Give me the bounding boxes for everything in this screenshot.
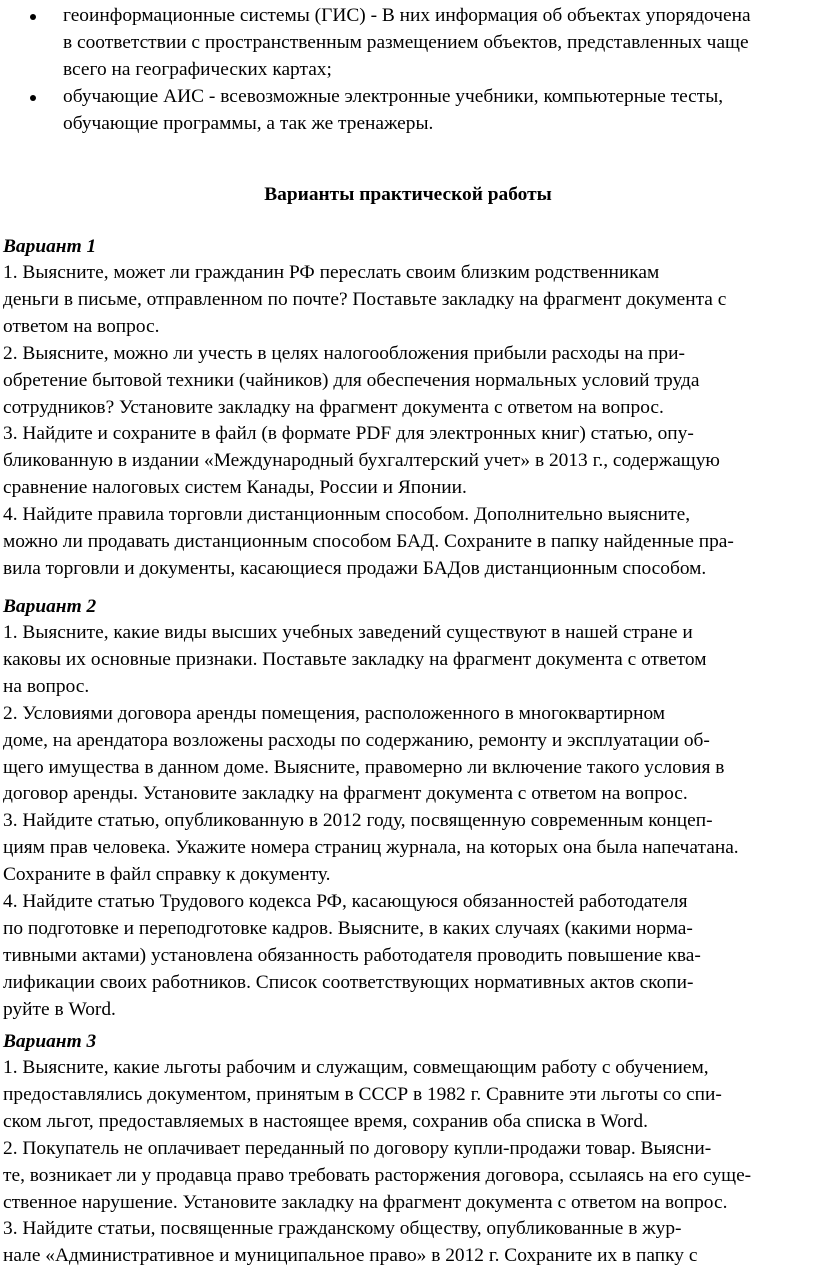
text-line: обретение бытовой техники (чайников) для обеспечения нормальных условий труда [3, 369, 700, 391]
text-line: циям прав человека. Укажите номера страниц журнала, на которых она была напечатана. [3, 837, 739, 859]
text-line: 1. Выясните, какие виды высших учебных заведений существуют в нашей стране и [3, 622, 693, 643]
text-line: ственное нарушение. Установите закладку на фрагмент документа с ответом на вопрос. [3, 1191, 728, 1213]
bullet-dot-icon [30, 95, 36, 101]
text-line: сотрудников? Установите закладку на фрагмент документа с ответом на вопрос. [3, 396, 664, 418]
variant-title: Вариант 3 [3, 1031, 97, 1052]
text-line: можно ли продавать дистанционным способом БАД. Сохраните в папку найденные пра- [3, 531, 734, 553]
text-line: 1. Выясните, какие льготы рабочим и служащим, совмещающим работу с обучением, [3, 1057, 709, 1078]
text-line: договор аренды. Установите закладку на фрагмент документа с ответом на вопрос. [3, 783, 688, 805]
variant-title: Вариант 2 [3, 596, 97, 617]
text-line: ответом на вопрос. [3, 315, 160, 337]
text-line: руйте в Word. [3, 998, 116, 1020]
text-line: 1. Выясните, может ли гражданин РФ переслать своим близким родственникам [3, 262, 660, 283]
text-line: 3. Найдите статью, опубликованную в 2012 году, посвященную современным концеп- [3, 810, 713, 832]
text-line: Сохраните в файл справку к документу. [3, 864, 331, 886]
text-line: вила торговли и документы, касающиеся продажи БАДов дистанционным способом. [3, 557, 707, 579]
text-line: сравнение налоговых систем Канады, России и Японии. [3, 477, 467, 499]
text-line: деньги в письме, отправленном по почте? Поставьте закладку на фрагмент документа с [3, 288, 727, 310]
text-line: 2. Покупатель не оплачивает переданный по договору купли-продажи товар. Выясни- [3, 1137, 712, 1159]
text-line: щего имущества в данном доме. Выясните, правомерно ли включение такого условия в [3, 756, 725, 778]
variant-1 [3, 233, 816, 583]
variant-3 [3, 1028, 816, 1270]
section-heading: Варианты практической работы [264, 184, 552, 205]
text-line: нале «Административное и муниципальное право» в 2012 г. Сохраните их в папку с [3, 1245, 698, 1267]
text-line: лификации своих работников. Список соответствующих нормативных актов скопи- [3, 971, 694, 993]
bullet-line: обучающие программы, а так же тренажеры. [63, 113, 434, 134]
text-line: 2. Условиями договора аренды помещения, расположенного в многоквартирном [3, 702, 666, 724]
text-line: 3. Найдите статьи, посвященные гражданскому обществу, опубликованные в жур- [3, 1218, 682, 1240]
bullet-line: в соответствии с пространственным размещением объектов, представленных чаще [63, 32, 749, 53]
bullet-item-learning-ais [0, 83, 816, 137]
text-line: предоставлялись документом, принятым в СССР в 1982 г. Сравните эти льготы со спи- [3, 1083, 722, 1105]
bullet-item-gis [0, 2, 816, 83]
bullet-line: всего на географических картах; [63, 59, 332, 80]
text-line: 4. Найдите правила торговли дистанционным способом. Дополнительно выясните, [3, 504, 691, 526]
text-line: доме, на арендатора возложены расходы по содержанию, ремонту и эксплуатации об- [3, 729, 710, 751]
variant-2 [3, 593, 816, 1024]
text-line: те, возникает ли у продавца право требовать расторжения договора, ссылаясь на его суще- [3, 1164, 752, 1186]
text-line: по подготовке и переподготовке кадров. Выясните, в каких случаях (какими норма- [3, 917, 693, 939]
text-line: на вопрос. [3, 675, 90, 697]
text-line: 4. Найдите статью Трудового кодекса РФ, касающуюся обязанностей работодателя [3, 891, 688, 913]
text-line: 3. Найдите и сохраните в файл (в формате PDF для электронных книг) статью, опу- [3, 423, 694, 445]
text-line: 2. Выясните, можно ли учесть в целях налогообложения прибыли расходы на при- [3, 342, 685, 364]
bullet-line: обучающие АИС - всевозможные электронные учебники, компьютерные тесты, [63, 86, 724, 107]
bullet-line: геоинформационные системы (ГИС) - В них информация об объектах упорядочена [63, 5, 751, 26]
bullet-list [0, 2, 816, 137]
text-line: бликованную в издании «Международный бухгалтерский учет» в 2013 г., содержащую [3, 450, 720, 472]
text-line: каковы их основные признаки. Поставьте закладку на фрагмент документа с ответом [3, 648, 707, 670]
bullet-dot-icon [30, 14, 36, 20]
text-line: тивными актами) установлена обязанность работодателя проводить повышение ква- [3, 944, 701, 966]
variant-title: Вариант 1 [3, 236, 97, 257]
text-line: ском льгот, предоставляемых в настоящее время, сохранив оба списка в Word. [3, 1110, 648, 1132]
